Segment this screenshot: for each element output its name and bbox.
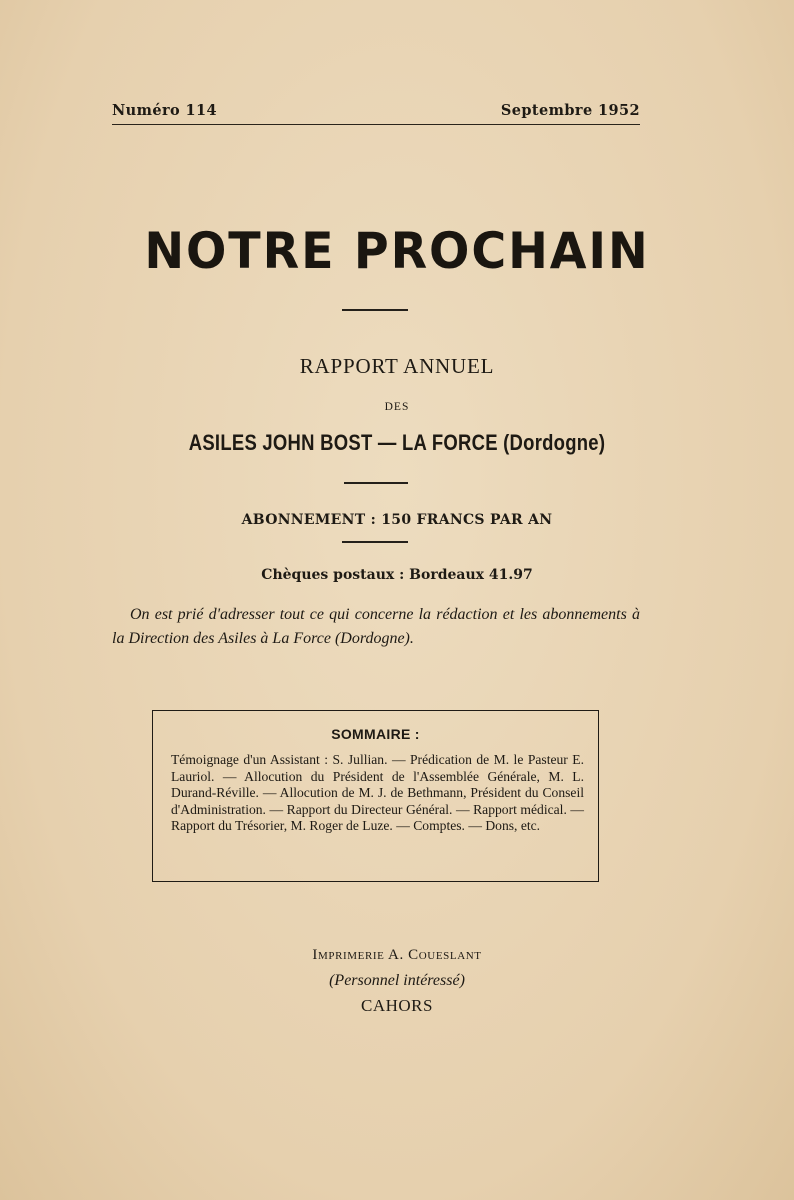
divider [344,482,408,484]
issue-date: Septembre 1952 [500,102,640,119]
editorial-notice: On est prié d'adresser tout ce qui concerne la rédaction et les abonnements à la Direction des Asiles à La Force (Dordogne). [112,606,640,647]
page-title: NOTRE PROCHAIN [144,222,650,280]
printer-name: Imprimerie A. Coueslant [312,947,482,963]
subscription-price: ABONNEMENT : 150 FRANCS PAR AN [241,512,553,528]
printer-city: CAHORS [361,996,433,1015]
divider [342,309,408,311]
issue-number: Numéro 114 [112,102,217,119]
report-subtitle: RAPPORT ANNUEL [299,354,495,378]
postal-cheques: Chèques postaux : Bordeaux 41.97 [261,567,533,583]
institution-name: ASILES JOHN BOST — LA FORCE (Dordogne) [188,430,606,455]
printer-note: (Personnel intéressé) [329,972,465,989]
summary-title: SOMMAIRE : [331,726,420,742]
summary-text: Témoignage d'un Assistant : S. Jullian. — Prédication de M. le Pasteur E. Lauriol. — Allocution du Président de l'Assemblée Générale, M. L. Durand-Réville. — Allocution de M. J. de Bethmann, Président du Conseil d'Administration. — Rapport du Directeur Général. — Rapport médical. — Rapport du Trésorier, M. Roger de Luze. — Comptes. — Dons, etc. [171,752,584,834]
report-connector: DES [384,401,410,413]
issue-header [112,102,640,125]
summary-box [152,710,599,882]
divider [342,541,408,543]
